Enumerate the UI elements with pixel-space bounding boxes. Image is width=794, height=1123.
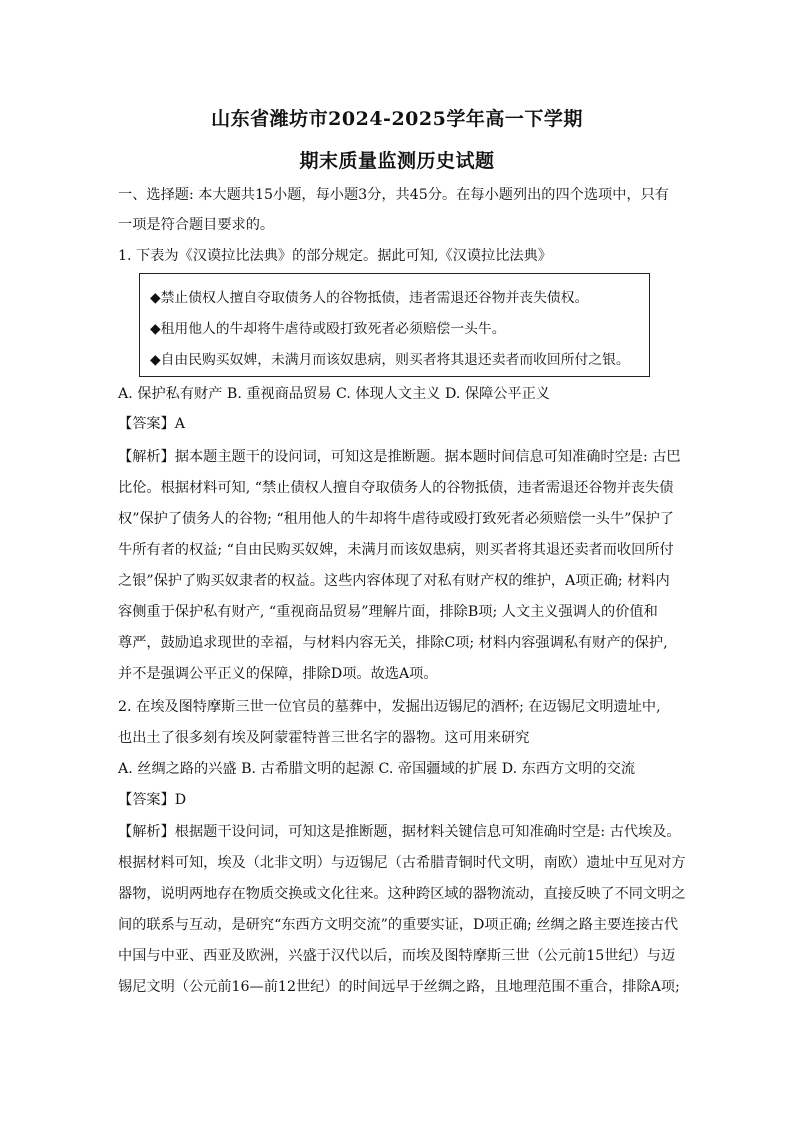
question-2-stem: 也出土了很多刻有埃及阿蒙霍特普三世名字的器物。这可用来研究 xyxy=(118,730,530,746)
question-2-stem: 2. 在埃及图特摩斯三世一位官员的墓葬中，发掘出迈锡尼的酒杯; 在迈锡尼文明遗址中, xyxy=(118,699,661,715)
material-line: ◆自由民购买奴婢，未满月而该奴患病，则买者将其退还卖者而收回所付之银。 xyxy=(150,352,630,368)
question-1-stem: 1. 下表为《汉谟拉比法典》的部分规定。据此可知,《汉谟拉比法典》 xyxy=(118,248,552,264)
question-1-analysis-line: 【解析】据本题主题干的设问词，可知这是推断题。据本题时间信息可知准确时空是: 古巴 xyxy=(118,449,681,465)
page-title: 山东省潍坊市2024-2025学年高一下学期 xyxy=(211,108,583,130)
question-1-analysis-line: 比伦。根据材料可知, “禁止债权人擅自夺取债务人的谷物抵债，违者需退还谷物并丧失债 xyxy=(118,480,674,496)
section-intro-line: 一项是符合题目要求的。 xyxy=(118,217,275,233)
question-2-analysis-line: 根据材料可知，埃及（北非文明）与迈锡尼（古希腊青铜时代文明，南欧）遗址中互见对方 xyxy=(118,855,686,871)
material-line: ◆禁止债权人擅自夺取债务人的谷物抵债，违者需退还谷物并丧失债权。 xyxy=(150,290,589,306)
question-1-analysis-line: 之银”保护了购买奴隶者的权益。这些内容体现了对私有财产权的维护，A项正确; 材料内 xyxy=(118,573,670,589)
question-1-options: A. 保护私有财产 B. 重视商品贸易 C. 体现人文主义 D. 保障公平正义 xyxy=(118,386,550,402)
page-subtitle: 期末质量监测历史试题 xyxy=(299,150,495,172)
material-line: ◆租用他人的牛却将牛虐待或殴打致死者必须赔偿一头牛。 xyxy=(150,321,506,337)
question-1-analysis-line: 并不是强调公平正义的保障，排除D项。故选A项。 xyxy=(118,666,438,682)
question-2-options: A. 丝绸之路的兴盛 B. 古希腊文明的起源 C. 帝国疆域的扩展 D. 东西方文明的交流 xyxy=(118,761,636,777)
question-1-analysis-line: 尊严，鼓励追求现世的幸福，与材料内容无关，排除C项; 材料内容强调私有财产的保护, xyxy=(118,635,668,651)
section-intro-line: 一、选择题: 本大题共15小题，每小题3分，共45分。在每小题列出的四个选项中，只有 xyxy=(118,187,669,203)
question-2-analysis-line: 器物，说明两地存在物质交换或文化往来。这种跨区域的器物流动，直接反映了不同文明之 xyxy=(118,886,686,902)
question-1-analysis-line: 容侧重于保护私有财产, “重视商品贸易”理解片面，排除B项; 人文主义强调人的价值和 xyxy=(118,604,658,620)
question-1-analysis-line: 权”保护了债务人的谷物; “租用他人的牛却将牛虐待或殴打致死者必须赔偿一头牛”保护了 xyxy=(118,511,674,527)
question-1-answer: 【答案】A xyxy=(118,416,185,432)
question-1-analysis-line: 牛所有者的权益; “自由民购买奴婢，未满月而该奴患病，则买者将其退还卖者而收回所付 xyxy=(118,542,674,558)
question-2-analysis-line: 间的联系与互动，是研究“东西方文明交流”的重要实证，D项正确; 丝绸之路主要连接古代 xyxy=(118,917,679,933)
question-2-answer: 【答案】D xyxy=(118,792,187,808)
question-2-analysis-line: 【解析】根据题干设问词，可知这是推断题，据材料关键信息可知准确时空是: 古代埃及。 xyxy=(118,824,681,840)
question-2-analysis-line: 锡尼文明（公元前16—前12世纪）的时间远早于丝绸之路，且地理范围不重合，排除A项; xyxy=(118,979,680,995)
question-1-material-box xyxy=(139,273,650,377)
question-2-analysis-line: 中国与中亚、西亚及欧洲，兴盛于汉代以后，而埃及图特摩斯三世（公元前15世纪）与迈 xyxy=(118,948,676,964)
